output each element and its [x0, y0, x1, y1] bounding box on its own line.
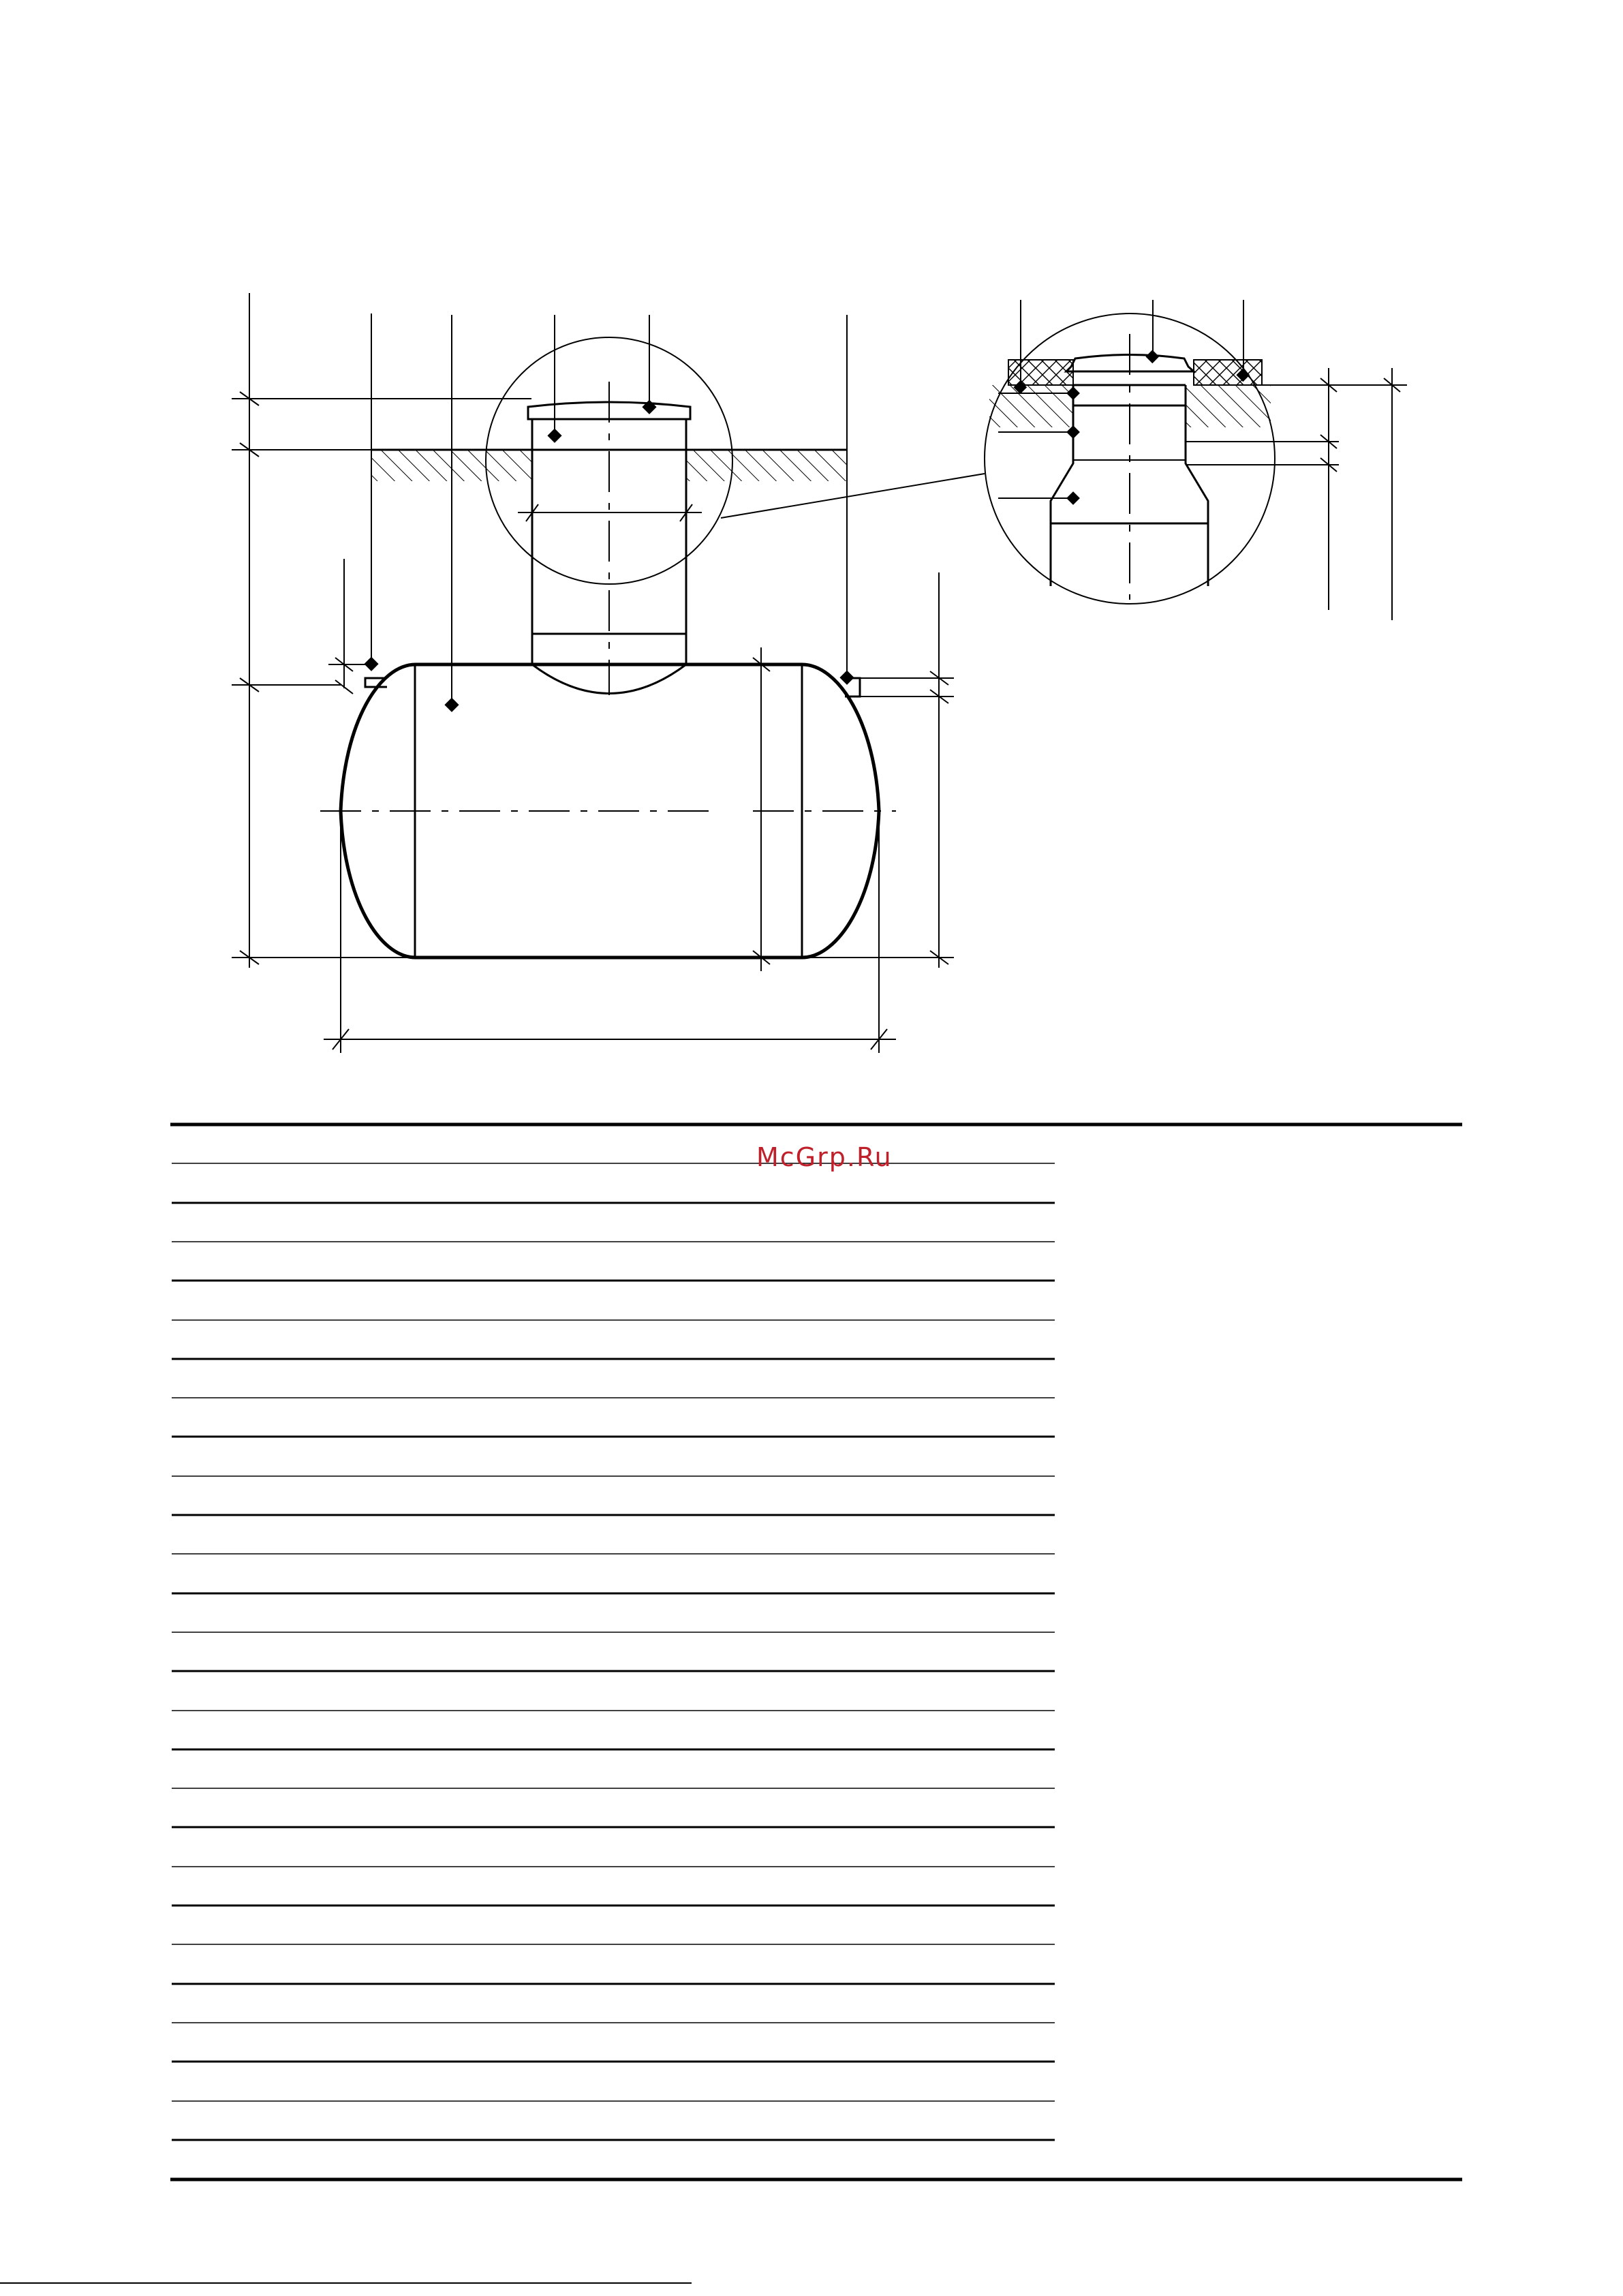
watermark-text: McGrp.Ru: [756, 1142, 893, 1172]
detail-insulation-right: [1194, 360, 1262, 385]
ground-hatch-right: [686, 450, 847, 481]
detail-hatch-right: [1186, 385, 1271, 427]
detail-hatch-left: [989, 385, 1073, 427]
specification-table: [170, 1124, 1462, 2179]
tank-main-view: [232, 293, 985, 1053]
table-rows: [172, 1163, 1055, 2140]
detail-view: [985, 300, 1407, 620]
detail-insulation-left: [1008, 360, 1073, 385]
